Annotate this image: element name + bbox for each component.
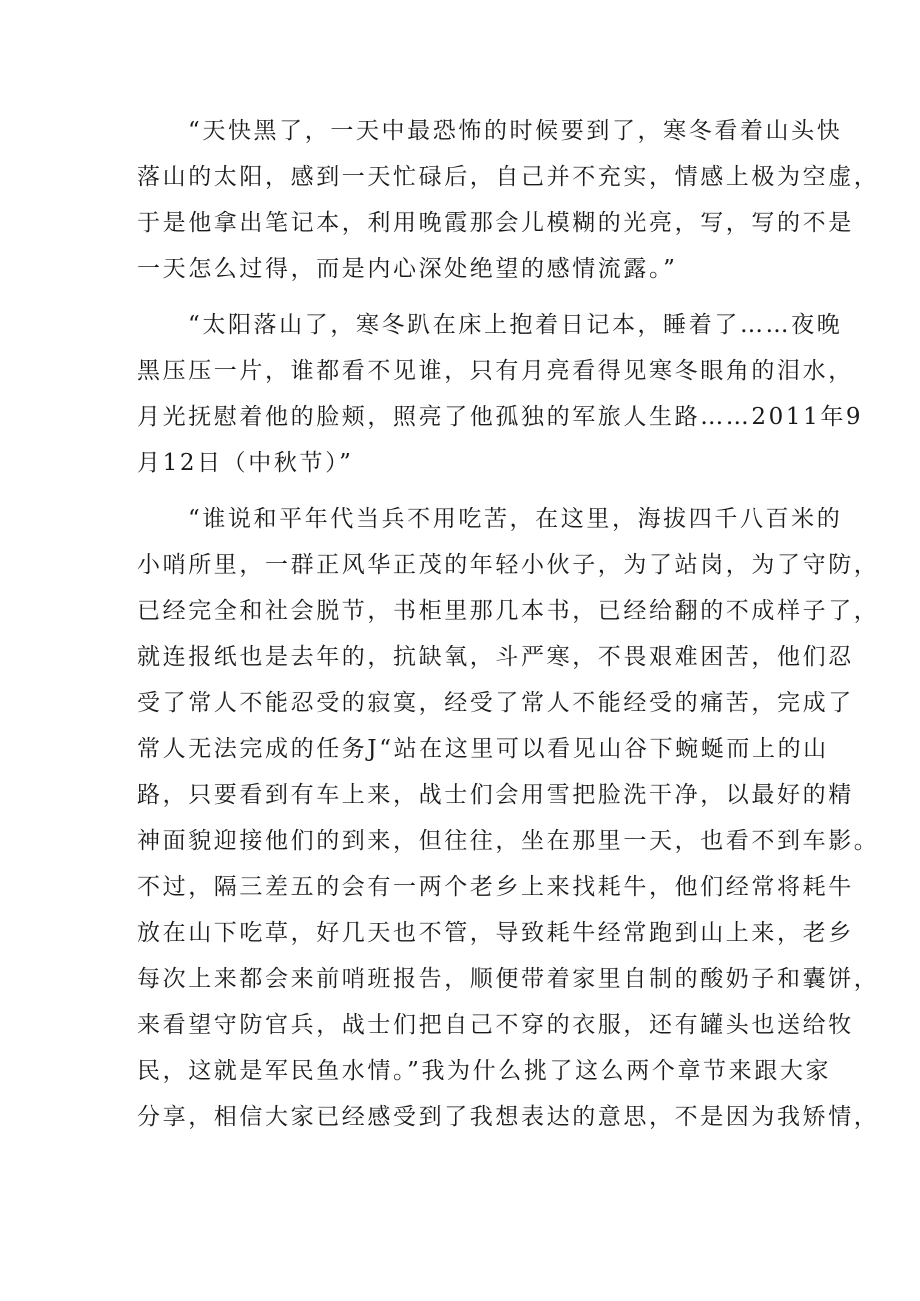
paragraph-3-line-5: 受了常人不能忍受的寂寞，经受了常人不能经受的痛苦，完成了 (137, 690, 854, 716)
paragraph-2-line-4: 月12日（中秋节）” (137, 450, 354, 476)
paragraph-3-line-14: 分享，相信大家已经感受到了我想表达的意思，不是因为我矫情， (137, 1104, 880, 1130)
paragraph-3-line-7: 路，只要看到有车上来，战士们会用雪把脸洗干净，以最好的精 (137, 782, 854, 808)
paragraph-3-line-1: “谁说和平年代当兵不用吃苦，在这里，海拔四千八百米的 (188, 506, 843, 532)
paragraph-2-line-3: 月光抚慰着他的脸颊，照亮了他孤独的军旅人生路……2011年9 (137, 404, 864, 430)
paragraph-3-line-10: 放在山下吃草，好几天也不管，导致耗牛经常跑到山上来，老乡 (137, 920, 854, 946)
paragraph-1-line-2: 落山的太阳，感到一天忙碌后，自己并不充实，情感上极为空虚， (137, 164, 880, 190)
paragraph-3-line-2: 小哨所里，一群正风华正茂的年轻小伙子，为了站岗，为了守防， (137, 552, 880, 578)
paragraph-3-line-8: 神面貌迎接他们的到来，但往往，坐在那里一天，也看不到车影。 (137, 828, 880, 854)
paragraph-3-line-6: 常人无法完成的任务J“站在这里可以看见山谷下蜿蜒而上的山 (137, 736, 829, 762)
paragraph-3-line-12: 来看望守防官兵，战士们把自己不穿的衣服，还有罐头也送给牧 (137, 1012, 854, 1038)
paragraph-3-line-9: 不过，隔三差五的会有一两个老乡上来找耗牛，他们经常将耗牛 (137, 874, 854, 900)
paragraph-1-line-3: 于是他拿出笔记本，利用晚霞那会儿模糊的光亮，写，写的不是 (137, 210, 854, 236)
paragraph-1-line-4: 一天怎么过得，而是内心深处绝望的感情流露。” (137, 256, 678, 282)
paragraph-2-line-1: “太阳落山了，寒冬趴在床上抱着日记本，睡着了……夜晚 (188, 312, 843, 338)
paragraph-1-line-1: “天快黑了，一天中最恐怖的时候要到了，寒冬看着山头快 (188, 118, 843, 144)
paragraph-3-line-4: 就连报纸也是去年的，抗缺氧，斗严寒，不畏艰难困苦，他们忍 (137, 644, 854, 670)
paragraph-2-line-2: 黑压压一片，谁都看不见谁，只有月亮看得见寒冬眼角的泪水， (137, 358, 854, 384)
paragraph-3-line-13: 民，这就是军民鱼水情。”我为什么挑了这么两个章节来跟大家 (137, 1058, 832, 1084)
paragraph-3-line-3: 已经完全和社会脱节，书柜里那几本书，已经给翻的不成样子了， (137, 598, 880, 624)
paragraph-3-line-11: 每次上来都会来前哨班报告，顺便带着家里自制的酸奶子和囊饼， (137, 966, 880, 992)
